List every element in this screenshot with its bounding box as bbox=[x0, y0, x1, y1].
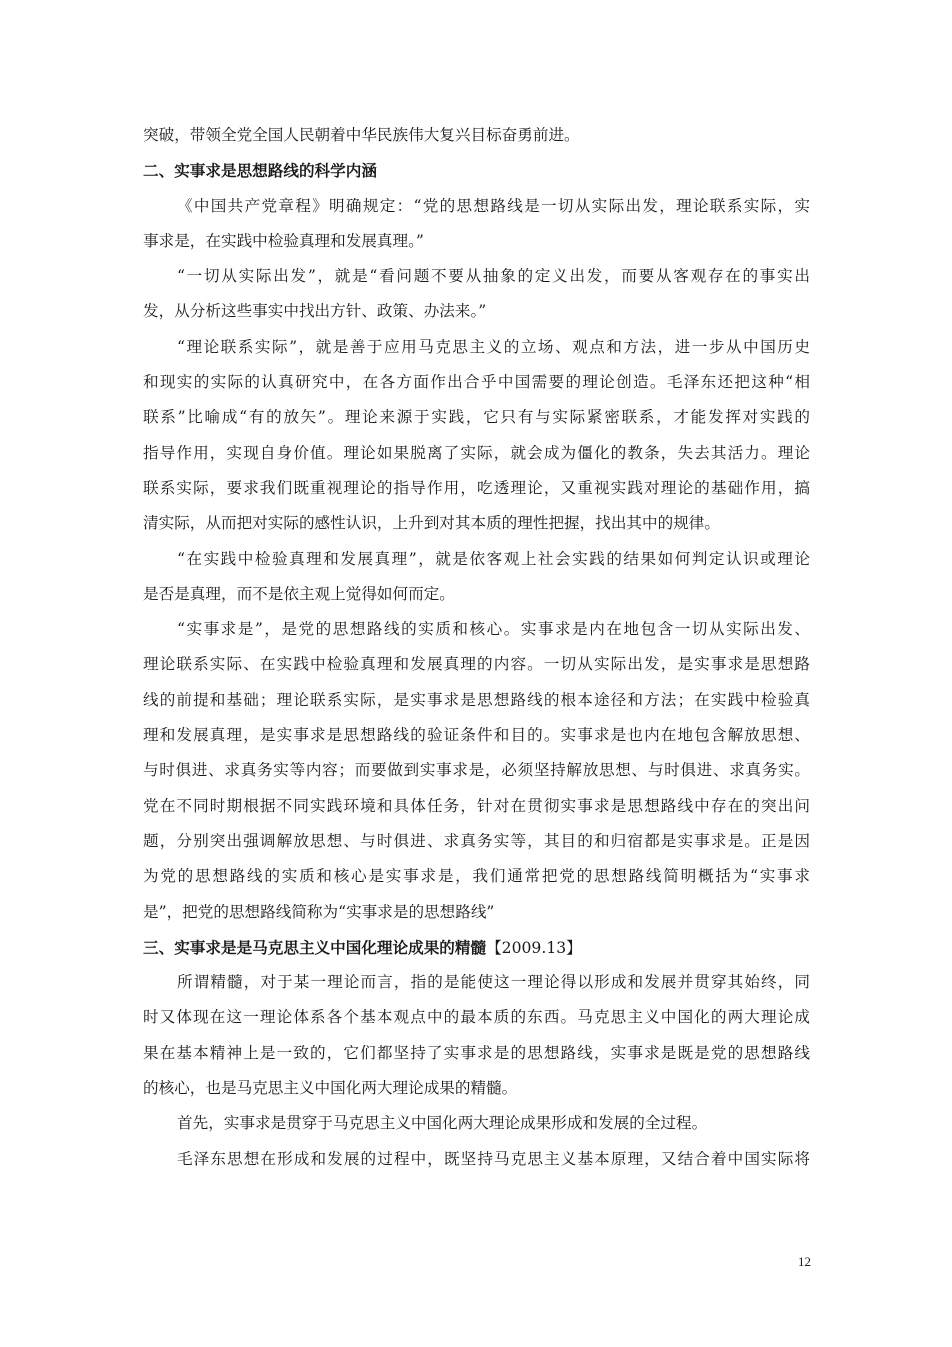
paragraph-line: 题，分别突出强调解放思想、与时俱进、求真务实等，其目的和归宿都是实事求是。正是因 bbox=[143, 831, 810, 850]
paragraph-line: 党在不同时期根据不同实践环境和具体任务，针对在贯彻实事求是思想路线中存在的突出问 bbox=[143, 796, 810, 815]
paragraph-line: 和现实的实际的认真研究中，在各方面作出合乎中国需要的理论创造。毛泽东还把这种“相 bbox=[143, 373, 810, 392]
paragraph-line: 毛泽东思想在形成和发展的过程中，既坚持马克思主义基本原理，又结合着中国实际将 bbox=[177, 1149, 810, 1168]
paragraph-line: 是否是真理，而不是依主观上觉得如何而定。 bbox=[143, 584, 455, 603]
section-heading-3-text: 三、实事求是是马克思主义中国化理论成果的精髓 bbox=[143, 937, 487, 957]
paragraph-line: 《中国共产党章程》明确规定：“党的思想路线是一切从实际出发，理论联系实际，实 bbox=[177, 196, 810, 215]
paragraph-line: 事求是，在实践中检验真理和发展真理。” bbox=[143, 231, 424, 250]
section-heading-3 bbox=[143, 930, 810, 965]
paragraph-line: 突破，带领全党全国人民朝着中华民族伟大复兴目标奋勇前进。 bbox=[143, 126, 580, 144]
paragraph-line: 与时俱进、求真务实等内容；而要做到实事求是，必须坚持解放思想、与时俱进、求真务实。 bbox=[143, 761, 810, 780]
paragraph-line: “理论联系实际”，就是善于应用马克思主义的立场、观点和方法，进一步从中国历史 bbox=[177, 337, 810, 356]
paragraph-line: 果在基本精神上是一致的，它们都坚持了实事求是的思想路线，实事求是既是党的思想路线 bbox=[143, 1043, 810, 1062]
paragraph-line: 发，从分析这些事实中找出方针、政策、办法来。” bbox=[143, 302, 487, 321]
page-body bbox=[143, 118, 810, 1177]
section-heading-2: 二、实事求是思想路线的科学内涵 bbox=[143, 161, 377, 181]
paragraph-line: 理论联系实际、在实践中检验真理和发展真理的内容。一切从实际出发，是实事求是思想路 bbox=[143, 655, 810, 674]
paragraph-line: “实事求是”，是党的思想路线的实质和核心。实事求是内在地包含一切从实际出发、 bbox=[177, 620, 810, 639]
paragraph-line: 的核心，也是马克思主义中国化两大理论成果的精髓。 bbox=[143, 1079, 518, 1098]
paragraph-line: “一切从实际出发”，就是“看问题不要从抽象的定义出发，而要从客观存在的事实出 bbox=[177, 267, 810, 286]
paragraph-line: 时又体现在这一理论体系各个基本观点中的最本质的东西。马克思主义中国化的两大理论成 bbox=[143, 1008, 810, 1027]
paragraph-line: 所谓精髓，对于某一理论而言，指的是能使这一理论得以形成和发展并贯穿其始终，同 bbox=[177, 973, 810, 992]
paragraph-line: 首先，实事求是贯穿于马克思主义中国化两大理论成果形成和发展的全过程。 bbox=[177, 1114, 708, 1133]
paragraph-line: “在实践中检验真理和发展真理”，就是依客观上社会实践的结果如何判定认识或理论 bbox=[177, 549, 810, 568]
paragraph-line: 理和发展真理，是实事求是思想路线的验证条件和目的。实事求是也内在地包含解放思想、 bbox=[143, 726, 810, 745]
page-number: 12 bbox=[798, 1254, 811, 1269]
exam-year-tag: 【2009.13】 bbox=[486, 938, 582, 957]
paragraph-line: 为党的思想路线的实质和核心是实事求是，我们通常把党的思想路线简明概括为“实事求 bbox=[143, 867, 810, 886]
paragraph-line: 清实际，从而把对实际的感性认识，上升到对其本质的理性把握，找出其中的规律。 bbox=[143, 514, 720, 533]
paragraph-line: 指导作用，实现自身价值。理论如果脱离了实际，就会成为僵化的教条，失去其活力。理论 bbox=[143, 443, 810, 462]
paragraph-line: 联系实际，要求我们既重视理论的指导作用，吃透理论，又重视实践对理论的基础作用，搞 bbox=[143, 478, 810, 497]
paragraph-line: 线的前提和基础；理论联系实际，是实事求是思想路线的根本途径和方法；在实践中检验真 bbox=[143, 690, 810, 709]
paragraph-line: 联系”比喻成“有的放矢”。理论来源于实践，它只有与实际紧密联系，才能发挥对实践的 bbox=[143, 408, 810, 427]
paragraph-line: 是”，把党的思想路线简称为“实事求是的思想路线” bbox=[143, 902, 495, 921]
